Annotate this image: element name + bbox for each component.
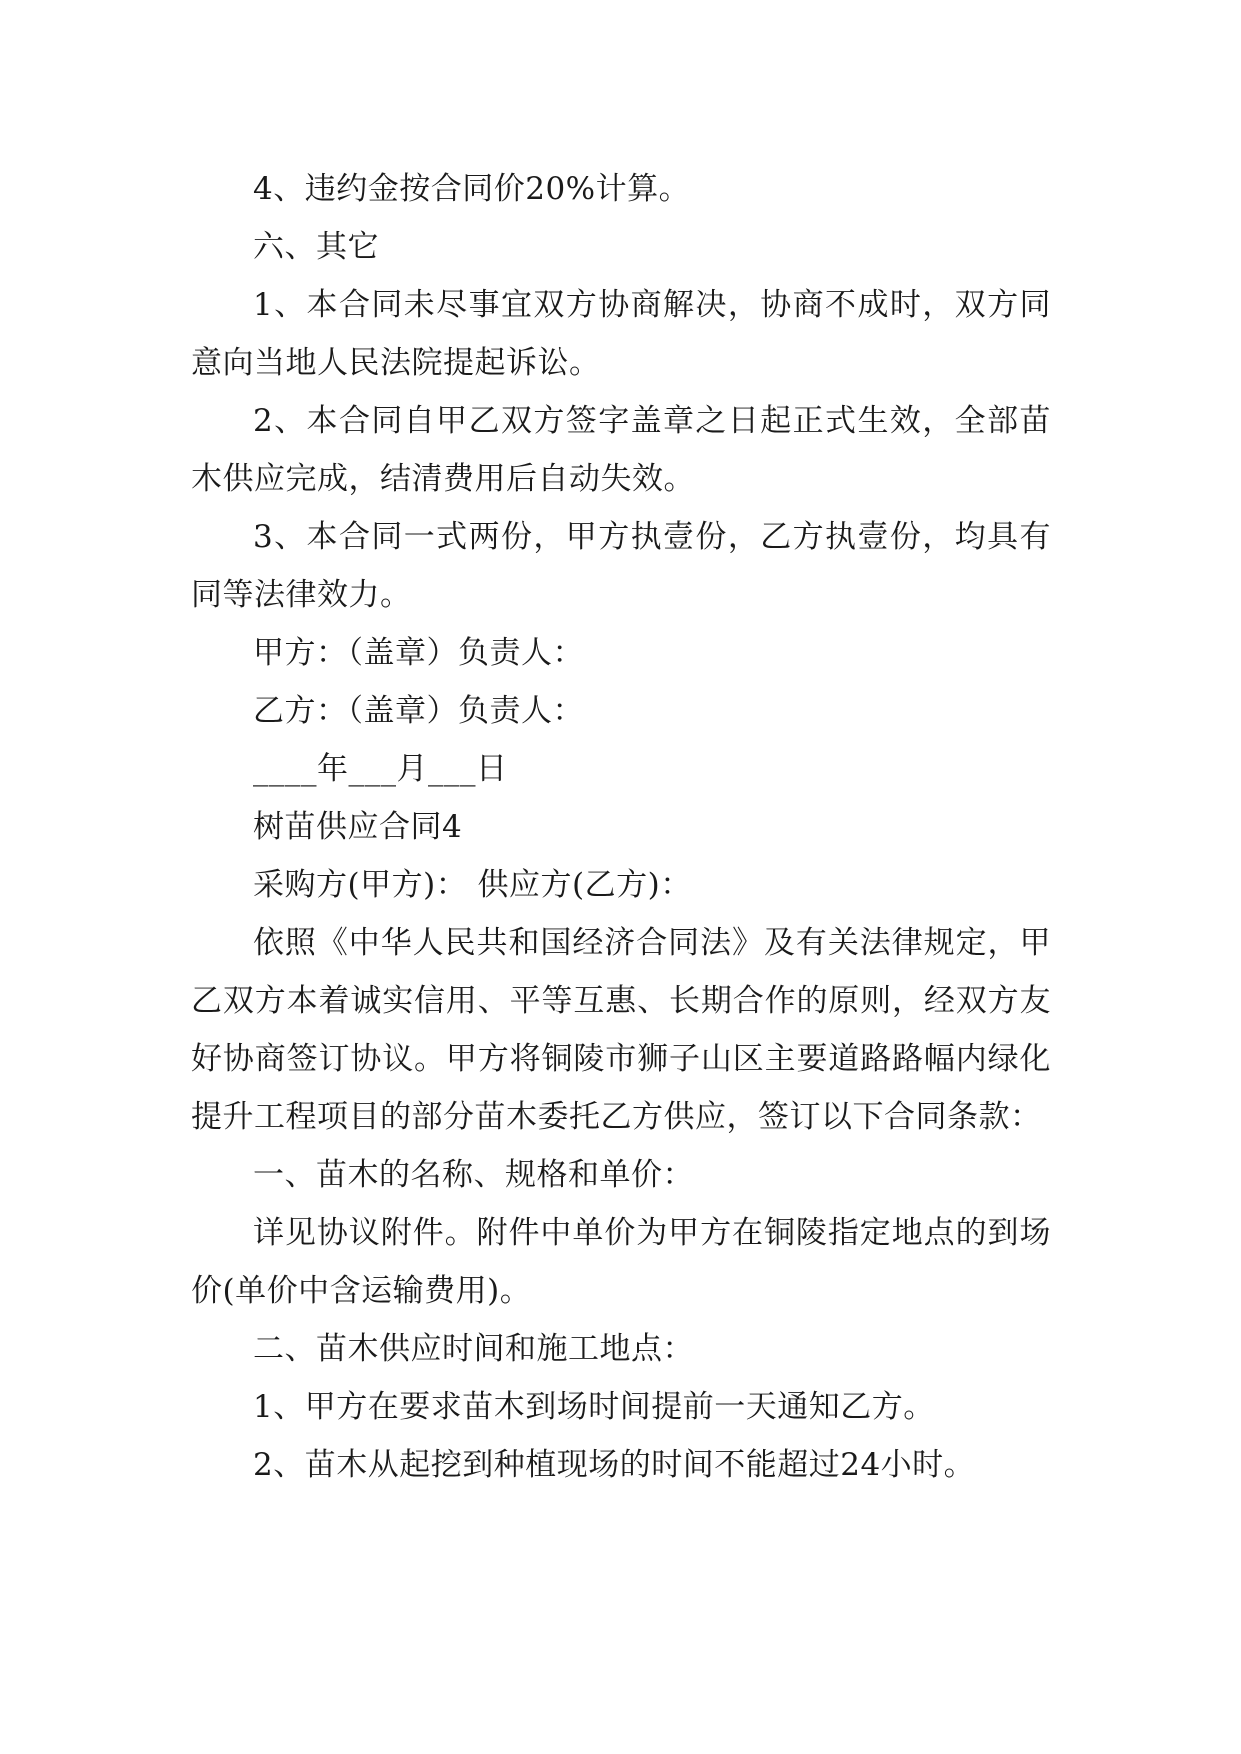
clause-copies: 3、本合同一式两份，甲方执壹份，乙方执壹份，均具有同等法律效力。 bbox=[191, 519, 1051, 613]
clause-advance-notice: 1、甲方在要求苗木到场时间提前一天通知乙方。 bbox=[253, 1389, 935, 1425]
clause-effective-date: 2、本合同自甲乙双方签字盖章之日起正式生效，全部苗木供应完成，结清费用后自动失效。 bbox=[191, 403, 1051, 497]
contract-title: 树苗供应合同4 bbox=[253, 809, 463, 845]
party-a-signature-line: 甲方：（盖章）负责人： bbox=[253, 635, 584, 671]
document-body bbox=[191, 160, 1051, 1494]
section-heading-seedling-specs: 一、苗木的名称、规格和单价： bbox=[253, 1157, 694, 1193]
clause-attachment-details: 详见协议附件。附件中单价为甲方在铜陵指定地点的到场价(单价中含运输费用)。 bbox=[191, 1215, 1051, 1309]
clause-penalty-rate: 4、违约金按合同价20%计算。 bbox=[253, 171, 691, 207]
section-heading-supply-time: 二、苗木供应时间和施工地点： bbox=[253, 1331, 694, 1367]
clause-dispute-resolution: 1、本合同未尽事宜双方协商解决，协商不成时，双方同意向当地人民法院提起诉讼。 bbox=[191, 287, 1051, 381]
parties-line: 采购方(甲方)： 供应方(乙方)： bbox=[253, 867, 692, 903]
date-line: ____年___月___日 bbox=[253, 751, 508, 787]
party-b-signature-line: 乙方：（盖章）负责人： bbox=[253, 693, 584, 729]
contract-preamble: 依照《中华人民共和国经济合同法》及有关法律规定，甲乙双方本着诚实信用、平等互惠、长期合作的原则，经双方友好协商签订协议。甲方将铜陵市狮子山区主要道路路幅内绿化提升工程项目的部分苗木委托乙方供应，签订以下合同条款： bbox=[191, 925, 1051, 1135]
clause-transport-time: 2、苗木从起挖到种植现场的时间不能超过24小时。 bbox=[253, 1447, 976, 1483]
section-heading-other: 六、其它 bbox=[253, 229, 379, 265]
